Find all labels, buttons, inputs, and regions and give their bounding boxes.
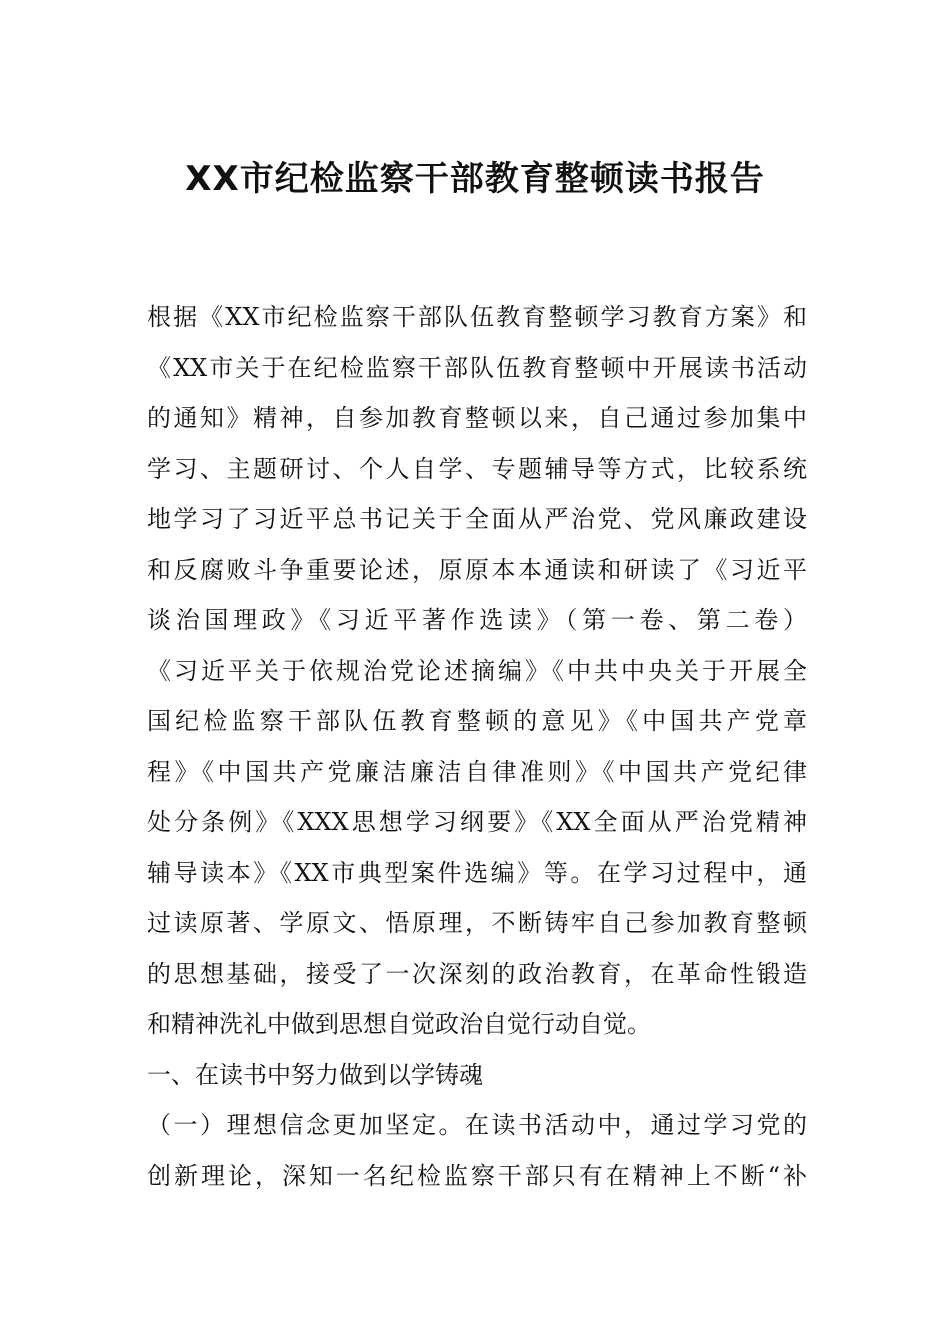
text-line: （一）理想信念更加坚定。在读书活动中，通过学习党的 (147, 1111, 807, 1139)
text-line: 地学习了习近平总书记关于全面从严治党、党风廉政建设 (147, 505, 807, 533)
text-line: 和精神洗礼中做到思想自觉政治自觉行动自觉。 (147, 1010, 651, 1038)
text-line: 根据《XX市纪检监察干部队伍教育整顿学习教育方案》和 (147, 303, 807, 331)
text-line: 的思想基础，接受了一次深刻的政治教育，在革命性锻造 (147, 959, 807, 988)
text-line: 国纪检监察干部队伍教育整顿的意见》《中国共产党章 (147, 707, 807, 735)
text-line: 《XX市关于在纪检监察干部队伍教育整顿中开展读书活动 (147, 353, 807, 382)
text-line: 创新理论，深知一名纪检监察干部只有在精神上不断“补 (147, 1161, 807, 1190)
text-line: 的通知》精神，自参加教育整顿以来，自己通过参加集中 (147, 404, 807, 432)
text-line: 学习、主题研讨、个人自学、专题辅导等方式，比较系统 (147, 454, 807, 483)
document-body (147, 292, 807, 1201)
text-line: 程》《中国共产党廉洁廉洁自律准则》《中国共产党纪律 (147, 757, 807, 786)
text-line: 谈治国理政》《习近平著作选读》（第一卷、第二卷） (147, 606, 807, 634)
text-line: 辅导读本》《XX市典型案件选编》等。在学习过程中，通 (147, 858, 807, 887)
text-line: 《习近平关于依规治党论述摘编》《中共中央关于开展全 (147, 656, 807, 685)
text-line: 和反腐败斗争重要论述，原原本本通读和研读了《习近平 (147, 555, 807, 584)
text-line: 过读原著、学原文、悟原理，不断铸牢自己参加教育整顿 (147, 909, 807, 937)
section-heading: 一、在读书中努力做到以学铸魂 (147, 1060, 483, 1089)
text-line: 处分条例》《XXX思想学习纲要》《XX全面从严治党精神 (147, 808, 807, 836)
document-title: XX市纪检监察干部教育整顿读书报告 (185, 159, 765, 199)
